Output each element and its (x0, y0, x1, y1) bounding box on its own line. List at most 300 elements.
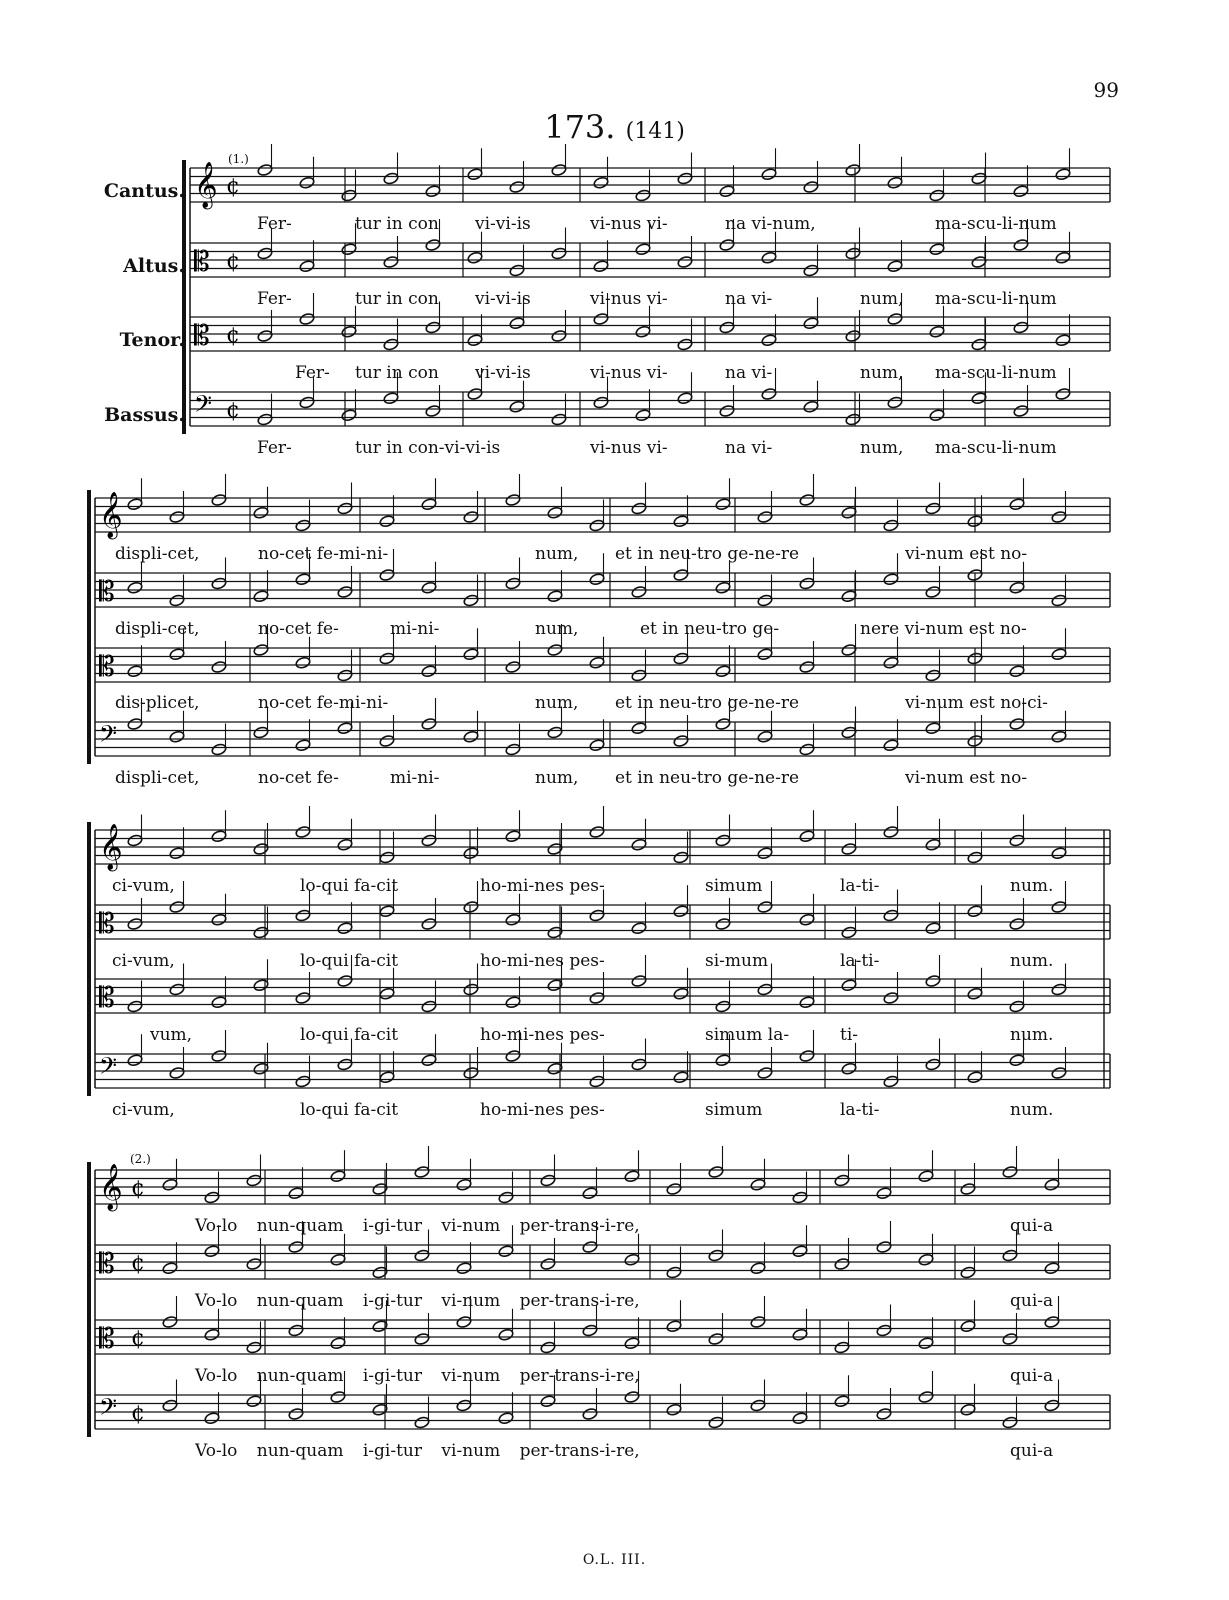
notehead (299, 396, 315, 409)
notehead (792, 1191, 808, 1204)
notehead (631, 838, 647, 851)
notehead (708, 1332, 724, 1345)
lyric: ma-scu-li-num (935, 363, 1057, 383)
lyric: et in neu-tro ge-ne-re (615, 768, 800, 788)
notehead (295, 909, 311, 922)
notehead (841, 926, 857, 939)
notehead (211, 743, 227, 756)
notehead (456, 1315, 472, 1328)
notehead (876, 1187, 892, 1200)
lyric: displi-cet, (115, 619, 200, 639)
lyric: mi-ni- (390, 619, 440, 639)
notehead (883, 519, 899, 532)
notehead (547, 979, 563, 992)
treble-clef-icon: 𝄞 (99, 492, 123, 538)
lyric: Fer- (295, 363, 330, 383)
lyric: no-cet fe-mi-ni- (258, 544, 389, 564)
notehead (204, 1328, 220, 1341)
notehead (127, 917, 143, 930)
notehead (421, 581, 437, 594)
section-mark-2: (2.) (130, 1152, 151, 1166)
notehead (288, 1407, 304, 1420)
notehead (425, 185, 441, 198)
notehead (883, 909, 899, 922)
notehead (803, 400, 819, 413)
voice-label-cantus: Cantus. (103, 180, 185, 202)
notehead (635, 243, 651, 256)
notehead (337, 838, 353, 851)
notehead (719, 238, 735, 251)
notehead (715, 1054, 731, 1067)
notehead (589, 573, 605, 586)
notehead (803, 180, 819, 193)
notehead (1013, 321, 1029, 334)
notehead (211, 1049, 227, 1062)
notehead (883, 991, 899, 1004)
notehead (918, 1170, 934, 1183)
notehead (1009, 498, 1025, 511)
notehead (1055, 251, 1071, 264)
notehead (1002, 1165, 1018, 1178)
lyric: ma-scu-li-num (935, 214, 1057, 234)
notehead (803, 317, 819, 330)
notehead (799, 830, 815, 843)
notehead (330, 1390, 346, 1403)
lyric: num, (535, 768, 579, 788)
notehead (498, 1412, 514, 1425)
notehead (463, 900, 479, 913)
notehead (1009, 717, 1025, 730)
notehead (372, 1182, 388, 1195)
notehead (295, 519, 311, 532)
notehead (589, 825, 605, 838)
lyric: na vi- (725, 438, 773, 458)
lyric: lo-qui fa-cit (300, 876, 399, 896)
lyric: vum, (150, 1025, 193, 1045)
lyric: mi-ni- (390, 768, 440, 788)
notehead (883, 825, 899, 838)
notehead (750, 1178, 766, 1191)
lyric: tur in con (355, 363, 439, 383)
notehead (127, 665, 143, 678)
voice-label-tenor: Tenor. (119, 329, 185, 351)
lyric: vi-nus vi- (590, 214, 668, 234)
notehead (421, 1000, 437, 1013)
notehead (757, 983, 773, 996)
notehead (295, 656, 311, 669)
notehead (750, 1399, 766, 1412)
notehead (631, 922, 647, 935)
lyric: vi-num est no-ci- (905, 693, 1048, 713)
title-original-number: (141) (625, 119, 685, 144)
notehead (761, 251, 777, 264)
notehead (582, 1324, 598, 1337)
notehead (582, 1407, 598, 1420)
notehead (593, 176, 609, 189)
notehead (757, 730, 773, 743)
notehead (841, 842, 857, 855)
c-clef-icon: 𝄡 (99, 1247, 115, 1280)
notehead (505, 577, 521, 590)
notehead (257, 163, 273, 176)
notehead (1051, 847, 1067, 860)
notehead (1002, 1416, 1018, 1429)
notehead (421, 665, 437, 678)
notehead (673, 851, 689, 864)
lyric: tur in con (355, 214, 439, 234)
notehead (631, 1058, 647, 1071)
notehead (757, 847, 773, 860)
lyric: num. (1010, 1100, 1054, 1120)
notehead (719, 185, 735, 198)
notehead (918, 1253, 934, 1266)
notehead (211, 830, 227, 843)
notehead (337, 922, 353, 935)
treble-clef-icon: 𝄞 (194, 162, 218, 208)
cut-time-icon: ¢ (131, 1251, 145, 1276)
notehead (456, 1178, 472, 1191)
notehead (624, 1337, 640, 1350)
notehead (1044, 1178, 1060, 1191)
notehead (505, 493, 521, 506)
notehead (708, 1249, 724, 1262)
notehead (1051, 648, 1067, 661)
lyric: Fer- (257, 214, 292, 234)
notehead (425, 238, 441, 251)
lyric: qui-a (1010, 1216, 1054, 1236)
notehead (467, 334, 483, 347)
notehead (666, 1182, 682, 1195)
notehead (253, 842, 269, 855)
lyric: num, (860, 289, 904, 309)
notehead (169, 900, 185, 913)
notehead (1044, 1262, 1060, 1275)
notehead (547, 643, 563, 656)
notehead (299, 312, 315, 325)
cut-time-icon: ¢ (226, 398, 240, 423)
notehead (589, 519, 605, 532)
lyric: vi-vi-is (475, 363, 531, 383)
notehead (379, 568, 395, 581)
notehead (631, 722, 647, 735)
c-clef-icon: 𝄡 (99, 907, 115, 940)
notehead (624, 1170, 640, 1183)
notehead (719, 321, 735, 334)
notehead (425, 321, 441, 334)
notehead (799, 577, 815, 590)
notehead (1009, 834, 1025, 847)
notehead (509, 317, 525, 330)
notehead (1051, 510, 1067, 523)
notehead (1013, 404, 1029, 417)
notehead (1013, 185, 1029, 198)
notehead (337, 585, 353, 598)
notehead (169, 510, 185, 523)
cut-time-icon: ¢ (226, 323, 240, 348)
treble-clef-icon: 𝄞 (99, 824, 123, 870)
notehead (1055, 334, 1071, 347)
voice-label-altus: Altus. (123, 255, 185, 277)
notehead (761, 387, 777, 400)
lyric: num, (860, 438, 904, 458)
notehead (211, 577, 227, 590)
notehead (463, 594, 479, 607)
notehead (834, 1174, 850, 1187)
notehead (330, 1170, 346, 1183)
notehead (127, 581, 143, 594)
lyric: na vi- (725, 289, 773, 309)
notehead (547, 842, 563, 855)
notehead (330, 1337, 346, 1350)
notehead (299, 260, 315, 273)
title-number: 173. (544, 108, 616, 146)
notehead (253, 643, 269, 656)
notehead (593, 260, 609, 273)
lyric: lo-qui fa-cit (300, 951, 399, 971)
lyric: ho-mi-nes pes- (480, 1025, 605, 1045)
lyric: la-ti- (840, 1100, 880, 1120)
notehead (204, 1245, 220, 1258)
notehead (257, 247, 273, 260)
notehead (929, 243, 945, 256)
notehead (540, 1395, 556, 1408)
notehead (379, 987, 395, 1000)
notehead (666, 1266, 682, 1279)
notehead (505, 1049, 521, 1062)
notehead (337, 722, 353, 735)
notehead (204, 1191, 220, 1204)
notehead (967, 987, 983, 1000)
notehead (757, 900, 773, 913)
notehead (925, 974, 941, 987)
notehead (1009, 1054, 1025, 1067)
notehead (341, 243, 357, 256)
notehead (169, 1066, 185, 1079)
notehead (750, 1315, 766, 1328)
notehead (540, 1341, 556, 1354)
cut-time-icon: ¢ (226, 174, 240, 199)
notehead (887, 260, 903, 273)
notehead (925, 502, 941, 515)
notehead (799, 493, 815, 506)
notehead (582, 1187, 598, 1200)
lyric: la-ti- (840, 951, 880, 971)
notehead (421, 917, 437, 930)
notehead (887, 396, 903, 409)
notehead (551, 247, 567, 260)
cut-time-icon: ¢ (226, 249, 240, 274)
notehead (127, 1054, 143, 1067)
notehead (127, 1000, 143, 1013)
lyric: displi-cet, (115, 768, 200, 788)
notehead (162, 1315, 178, 1328)
lyric: vi-num est no- (905, 544, 1028, 564)
notehead (960, 1403, 976, 1416)
notehead (960, 1266, 976, 1279)
notehead (1055, 168, 1071, 181)
notehead (673, 987, 689, 1000)
notehead (715, 834, 731, 847)
notehead (925, 922, 941, 935)
notehead (1051, 1066, 1067, 1079)
notehead (631, 585, 647, 598)
lyric: Vo-lo nun-quam i-gi-tur vi-num per-trans-i-re, (195, 1366, 640, 1386)
page-number: 99 (1093, 78, 1119, 102)
notehead (299, 176, 315, 189)
notehead (631, 669, 647, 682)
notehead (761, 168, 777, 181)
notehead (876, 1407, 892, 1420)
notehead (383, 392, 399, 405)
lyric: simum (705, 1100, 763, 1120)
notehead (295, 991, 311, 1004)
bass-clef-icon: 𝄢 (99, 1052, 118, 1085)
bass-clef-icon: 𝄢 (194, 390, 213, 423)
lyric: qui-a (1010, 1291, 1054, 1311)
notehead (1009, 665, 1025, 678)
notehead (792, 1245, 808, 1258)
notehead (673, 515, 689, 528)
lyric: Vo-lo nun-quam i-gi-tur vi-num per-trans-i-re, (195, 1441, 640, 1461)
notehead (929, 189, 945, 202)
notehead (635, 325, 651, 338)
bass-clef-icon: 𝄢 (99, 1393, 118, 1426)
notehead (551, 413, 567, 426)
notehead (960, 1182, 976, 1195)
lyric: dis-plicet, (115, 693, 200, 713)
notehead (169, 730, 185, 743)
notehead (505, 913, 521, 926)
notehead (162, 1399, 178, 1412)
notehead (169, 847, 185, 860)
notehead (379, 734, 395, 747)
lyric: si-mum (705, 951, 769, 971)
voice-label-bassus: Bassus. (104, 404, 185, 426)
notehead (673, 1071, 689, 1084)
lyric: tur in con (355, 289, 439, 309)
notehead (330, 1253, 346, 1266)
notehead (589, 909, 605, 922)
notehead (834, 1257, 850, 1270)
notehead (456, 1262, 472, 1275)
notehead (127, 834, 143, 847)
notehead (425, 404, 441, 417)
notehead (624, 1253, 640, 1266)
lyric: Vo-lo nun-quam i-gi-tur vi-num per-trans-i-re, (195, 1291, 640, 1311)
lyric: tur in con-vi-vi-is (355, 438, 501, 458)
lyric: qui-a (1010, 1366, 1054, 1386)
lyric: Fer- (257, 438, 292, 458)
notehead (589, 1075, 605, 1088)
notehead (631, 974, 647, 987)
bass-clef-icon: 𝄢 (99, 720, 118, 753)
notehead (253, 979, 269, 992)
notehead (918, 1390, 934, 1403)
notehead (246, 1257, 262, 1270)
notehead (593, 396, 609, 409)
notehead (582, 1240, 598, 1253)
lyric: ci-vum, (112, 951, 175, 971)
notehead (463, 648, 479, 661)
lyric: num. (1010, 951, 1054, 971)
notehead (757, 648, 773, 661)
notehead (253, 1062, 269, 1075)
notehead (677, 338, 693, 351)
notehead (1044, 1315, 1060, 1328)
treble-clef-icon: 𝄞 (99, 1164, 123, 1210)
notehead (1051, 900, 1067, 913)
notehead (211, 996, 227, 1009)
notehead (379, 652, 395, 665)
lyric: num, (860, 363, 904, 383)
notehead (547, 726, 563, 739)
lyric: simum (705, 876, 763, 896)
notehead (1044, 1399, 1060, 1412)
notehead (887, 312, 903, 325)
notehead (1013, 238, 1029, 251)
notehead (551, 329, 567, 342)
notehead (467, 168, 483, 181)
lyric: vi-num est no- (905, 768, 1028, 788)
lyric: et in neu-tro ge-ne-re (615, 693, 800, 713)
notehead (253, 726, 269, 739)
notehead (715, 498, 731, 511)
notehead (841, 979, 857, 992)
notehead (463, 847, 479, 860)
notehead (925, 669, 941, 682)
notehead (925, 722, 941, 735)
notehead (799, 743, 815, 756)
notehead (379, 851, 395, 864)
lyric: vi-nus vi- (590, 363, 668, 383)
lyric: vi-nus vi- (590, 438, 668, 458)
notehead (799, 913, 815, 926)
notehead (715, 665, 731, 678)
notehead (677, 255, 693, 268)
notehead (463, 510, 479, 523)
notehead (677, 172, 693, 185)
c-clef-icon: 𝄡 (194, 319, 210, 352)
lyric: no-cet fe- (258, 619, 339, 639)
notehead (750, 1262, 766, 1275)
lyric: lo-qui fa-cit (300, 1025, 399, 1045)
notehead (257, 329, 273, 342)
notehead (295, 573, 311, 586)
notehead (467, 251, 483, 264)
lyric: ci-vum, (112, 1100, 175, 1120)
notehead (257, 413, 273, 426)
notehead (421, 717, 437, 730)
notehead (253, 506, 269, 519)
notehead (1002, 1249, 1018, 1262)
notehead (624, 1390, 640, 1403)
notehead (593, 312, 609, 325)
notehead (509, 180, 525, 193)
notehead (1002, 1332, 1018, 1345)
lyric: Vo-lo nun-quam i-gi-tur vi-num per-trans-i-re, (195, 1216, 640, 1236)
notehead (547, 506, 563, 519)
notehead (498, 1245, 514, 1258)
notehead (414, 1332, 430, 1345)
notehead (834, 1395, 850, 1408)
notehead (635, 409, 651, 422)
notehead (295, 1075, 311, 1088)
notehead (1009, 917, 1025, 930)
lyric: num, (535, 693, 579, 713)
notehead (883, 573, 899, 586)
notehead (799, 1049, 815, 1062)
notehead (635, 189, 651, 202)
